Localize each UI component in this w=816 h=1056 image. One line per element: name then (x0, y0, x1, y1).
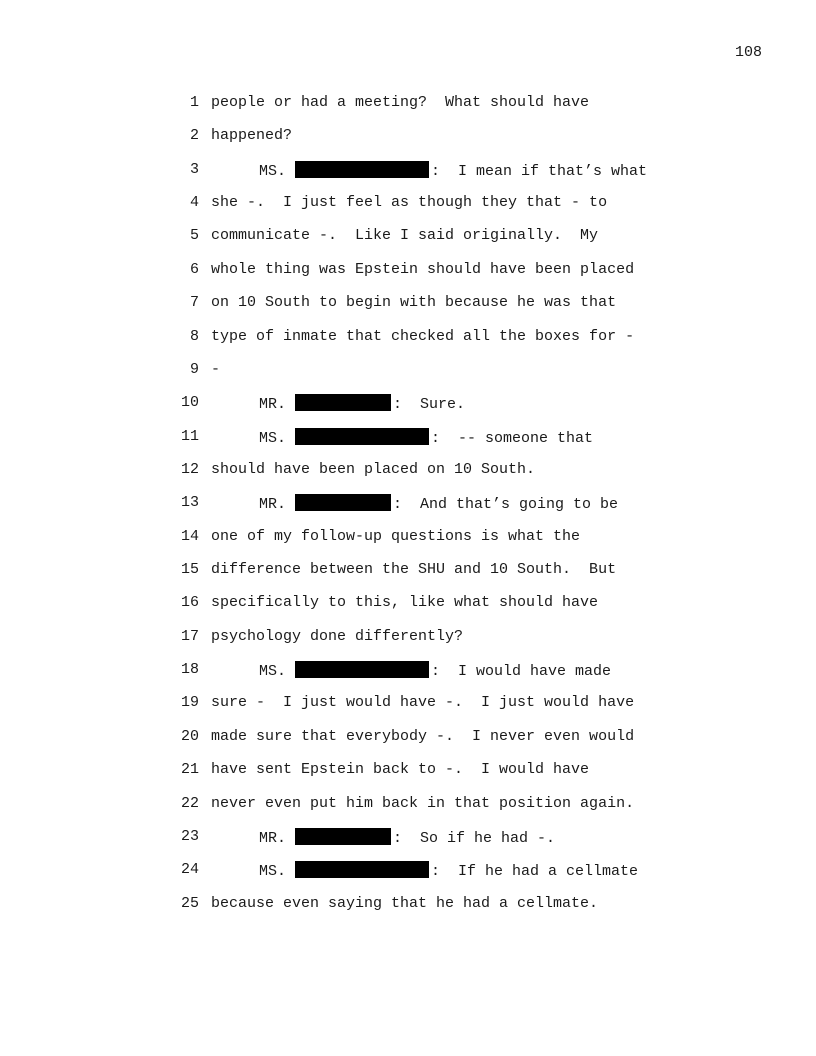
speaker-title: MS. (259, 863, 287, 881)
speaker-line (259, 494, 618, 514)
line-text: people or had a meeting? What should have (211, 94, 590, 111)
redaction-bar (295, 828, 391, 845)
transcript-line-7 (0, 294, 816, 327)
transcript-line-4 (0, 194, 816, 227)
line-number: 2 (189, 127, 199, 145)
transcript-line-19 (0, 694, 816, 727)
line-number: 20 (180, 727, 199, 745)
speaker-title: MS. (259, 663, 287, 681)
page-number: 108 (734, 44, 762, 61)
line-number: 14 (180, 527, 199, 545)
transcript-line-20 (0, 728, 816, 761)
line-number: 25 (180, 894, 199, 912)
speech-text: : And that’s going to be (393, 496, 619, 514)
speaker-title: MR. (259, 496, 287, 514)
line-number: 6 (189, 260, 199, 278)
transcript-line-15 (0, 561, 816, 594)
speaker-line (259, 828, 555, 848)
transcript-line-14 (0, 528, 816, 561)
line-number: 16 (180, 594, 199, 612)
line-number: 22 (180, 794, 199, 812)
transcript-line-6 (0, 261, 816, 294)
transcript-line-24 (0, 861, 816, 894)
line-number: 23 (180, 827, 199, 845)
line-text: she -. I just feel as though they that - to (211, 194, 608, 212)
transcript-line-1 (0, 94, 816, 127)
line-text: on 10 South to begin with because he was that (211, 294, 617, 312)
line-text: because even saying that he had a cellmate. (211, 894, 599, 912)
transcript-line-25 (0, 895, 816, 928)
line-number: 21 (180, 761, 199, 779)
line-text: specifically to this, like what should have (211, 594, 599, 612)
speaker-line (259, 861, 638, 881)
line-number: 15 (180, 561, 199, 579)
redaction-bar (295, 494, 391, 511)
speaker-title: MS. (259, 162, 287, 180)
speech-text: : If he had a cellmate (431, 863, 639, 881)
speech-text: : -- someone that (431, 429, 594, 447)
transcript-lines (0, 94, 816, 928)
speech-text: : I mean if that’s what (431, 162, 648, 180)
speaker-title: MS. (259, 429, 287, 447)
transcript-line-10 (0, 394, 816, 427)
line-number: 19 (180, 694, 199, 712)
redaction-bar (295, 394, 391, 411)
transcript-line-3 (0, 161, 816, 194)
transcript-line-18 (0, 661, 816, 694)
line-text: have sent Epstein back to -. I would have (211, 761, 590, 779)
transcript-line-2 (0, 127, 816, 160)
line-number: 13 (180, 494, 199, 512)
line-text: sure - I just would have -. I just would have (211, 694, 635, 712)
line-text: whole thing was Epstein should have been placed (211, 260, 635, 278)
speech-text: : Sure. (393, 396, 466, 414)
line-number: 7 (189, 294, 199, 312)
line-text: one of my follow-up questions is what the (211, 527, 581, 545)
speaker-title: MR. (259, 396, 287, 414)
redaction-bar (295, 661, 429, 678)
speech-text: : I would have made (431, 663, 612, 681)
transcript-line-9 (0, 361, 816, 394)
line-text: difference between the SHU and 10 South. But (211, 561, 617, 579)
line-number: 5 (189, 227, 199, 245)
line-number: 1 (189, 94, 199, 111)
speaker-line (259, 428, 593, 448)
line-text: communicate -. Like I said originally. My (211, 227, 599, 245)
line-number: 11 (180, 427, 199, 445)
transcript-line-12 (0, 461, 816, 494)
line-number: 12 (180, 460, 199, 478)
line-text: psychology done differently? (211, 627, 464, 645)
transcript-line-16 (0, 594, 816, 627)
line-number: 17 (180, 627, 199, 645)
transcript-line-21 (0, 761, 816, 794)
transcript-line-23 (0, 828, 816, 861)
transcript-line-8 (0, 328, 816, 361)
speaker-line (259, 394, 465, 414)
transcript-line-5 (0, 227, 816, 260)
line-number: 3 (189, 160, 199, 178)
transcript-line-17 (0, 628, 816, 661)
line-text: - (211, 360, 221, 378)
redaction-bar (295, 161, 429, 178)
line-text: happened? (211, 127, 293, 145)
speech-text: : So if he had -. (393, 829, 556, 847)
line-number: 9 (189, 360, 199, 378)
speaker-line (259, 161, 647, 181)
line-number: 4 (189, 194, 199, 212)
redaction-bar (295, 861, 429, 878)
transcript-line-11 (0, 428, 816, 461)
transcript-line-13 (0, 494, 816, 527)
line-text: should have been placed on 10 South. (211, 460, 536, 478)
speaker-title: MR. (259, 829, 287, 847)
line-number: 10 (180, 394, 199, 412)
line-number: 18 (180, 661, 199, 679)
transcript-line-22 (0, 795, 816, 828)
line-number: 8 (189, 327, 199, 345)
redaction-bar (295, 428, 429, 445)
line-text: type of inmate that checked all the boxes for - (211, 327, 635, 345)
line-number: 24 (180, 861, 199, 879)
line-text: made sure that everybody -. I never even would (211, 727, 635, 745)
speaker-line (259, 661, 611, 681)
line-text: never even put him back in that position again. (211, 794, 635, 812)
